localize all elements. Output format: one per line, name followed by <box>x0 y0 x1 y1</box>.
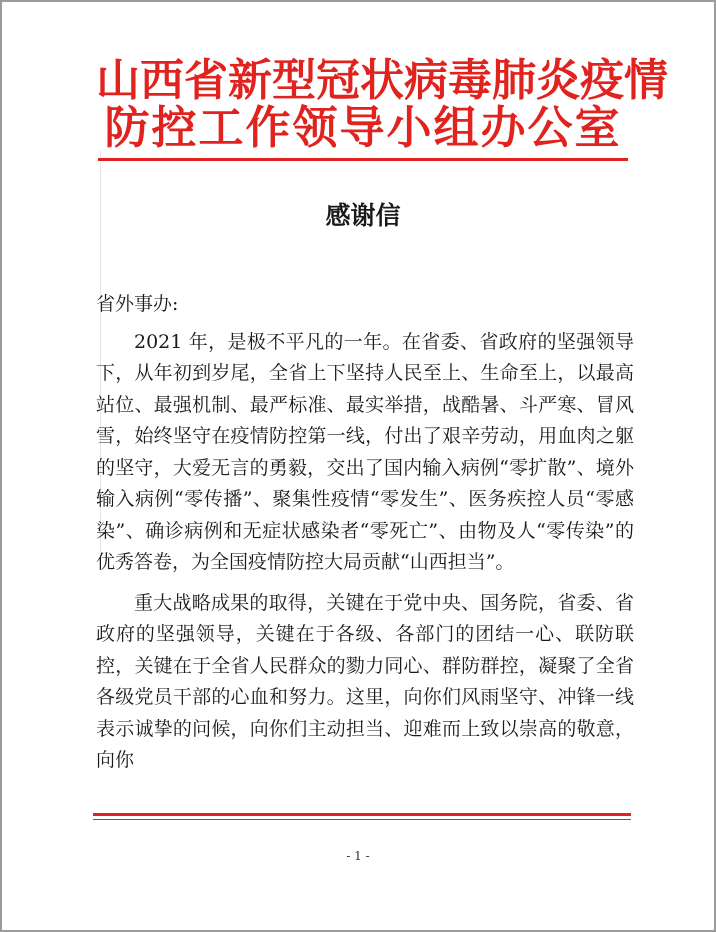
body-paragraph-1: 2021 年，是极不平凡的一年。在省委、省政府的坚强领导下，从年初到岁尾，全省上下坚持人民至上、生命至上，以最高站位、最强机制、最严标准、最实举措，战酷暑、斗严寒、冒风雪，始终坚守在疫情防控第一线，付出了艰辛劳动，用血肉之躯的坚守，大爱无言的勇毅，交出了国内输入病例“零扩散”、境外输入病例“零传播”、聚集性疫情“零发生”、医务疾控人员“零感染”、确诊病例和无症状感染者“零死亡”、由物及人“零传染”的优秀答卷，为全国疫情防控大局贡献“山西担当”。 <box>96 330 634 573</box>
body-paragraph-2: 重大战略成果的取得，关键在于党中央、国务院，省委、省政府的坚强领导，关键在于各级、各部门的团结一心、联防联控，关键在于全省人民群众的勠力同心、群防群控，凝聚了全省各级党员干部的心血和努力。这里，向你们风雨坚守、冲锋一线表示诚挚的问候，向你们主动担当、迎难而上致以崇高的敬意，向你 <box>96 591 634 771</box>
page-border-top <box>0 0 716 2</box>
page-number: - 1 - <box>346 849 370 863</box>
footer-red-rule-thin <box>93 819 631 820</box>
footer-red-rule-thick <box>93 813 631 816</box>
document-title: 感谢信 <box>325 201 401 230</box>
letterhead-line-2: 防控工作领导小组办公室 <box>104 101 622 154</box>
letterhead-line-1: 山西省新型冠状病毒肺炎疫情 <box>96 55 668 106</box>
page-border-left <box>0 0 2 932</box>
letterhead-red-rule <box>98 158 628 161</box>
salutation: 省外事办: <box>96 293 179 315</box>
document-body <box>96 289 634 777</box>
